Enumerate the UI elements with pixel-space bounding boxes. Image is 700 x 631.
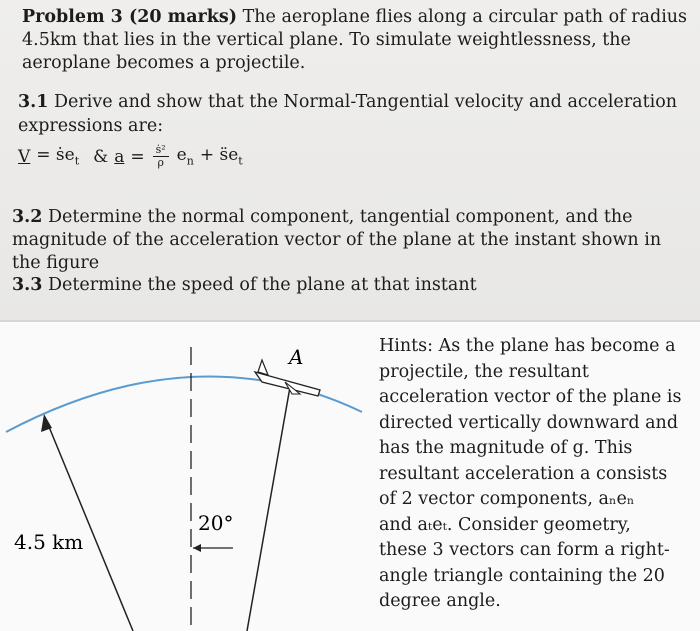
problem-intro-text: The aeroplane flies along a circular path of radius xyxy=(237,7,688,27)
q33-line1 xyxy=(12,274,477,296)
hint-line: acceleration vector of the plane is xyxy=(379,387,682,407)
problem-heading: Problem 3 (20 marks) xyxy=(22,7,238,27)
circular-path-figure xyxy=(0,322,380,631)
eq-v-symbol: V xyxy=(18,146,31,167)
point-a-label: A xyxy=(289,345,304,369)
problem-intro-line1 xyxy=(22,6,687,28)
eq-v-rhs-text: = ṡe xyxy=(36,145,75,166)
eq-fraction-denominator: ρ xyxy=(157,156,164,169)
q31-text: Derive and show that the Normal-Tangential velocity and acceleration xyxy=(48,92,678,112)
hint-line: resultant acceleration a consists xyxy=(379,463,668,484)
eq-et-subscript: t xyxy=(238,154,243,168)
circular-path-arc xyxy=(6,376,362,432)
eq-fraction-numerator: ṡ² xyxy=(155,143,166,156)
eq-a-symbol: a xyxy=(114,146,125,167)
aeroplane-icon xyxy=(255,360,320,396)
hint-line: of 2 vector components, aₙeₙ xyxy=(379,489,635,509)
hints-block xyxy=(379,334,689,615)
q31-line2: expressions are: xyxy=(18,116,164,136)
q32-text: Determine the normal component, tangential component, and the xyxy=(42,207,633,227)
radius-line-to-plane xyxy=(247,387,290,631)
q33-number: 3.3 xyxy=(12,275,43,295)
hint-line: and aₜeₜ. Consider geometry, xyxy=(379,514,631,535)
problem-intro-line3: aeroplane becomes a projectile. xyxy=(22,53,306,73)
velocity-acceleration-equation xyxy=(18,144,243,169)
hint-line: degree angle. xyxy=(379,591,501,611)
q31-line1 xyxy=(18,91,677,113)
hint-line: angle triangle containing the 20 xyxy=(379,565,665,586)
eq-en xyxy=(177,145,194,167)
eq-en-subscript: n xyxy=(186,154,194,168)
hint-line: projectile, the resultant xyxy=(379,361,589,382)
hint-line: directed vertically downward and xyxy=(379,412,679,433)
q31-number: 3.1 xyxy=(18,92,49,112)
hint-line: has the magnitude of g. This xyxy=(379,438,633,458)
q32-line3: the figure xyxy=(12,253,100,273)
eq-v-subscript: t xyxy=(74,154,80,168)
hint-line: these 3 vectors can form a right- xyxy=(379,540,670,560)
hint-line: Hints: As the plane has become a xyxy=(379,336,676,356)
radius-label: 4.5 km xyxy=(14,530,84,554)
q33-text: Determine the speed of the plane at that instant xyxy=(42,275,477,295)
eq-v-rhs xyxy=(36,145,79,167)
eq-plus-text: + s̈e xyxy=(199,145,239,166)
eq-en-text: e xyxy=(176,145,187,166)
eq-ampersand: & xyxy=(93,146,109,167)
eq-equals: = xyxy=(130,146,145,167)
problem-intro-line2: 4.5km that lies in the vertical plane. To simulate weightlessness, the xyxy=(22,30,631,50)
radius-line-left xyxy=(47,422,133,631)
q32-line2: magnitude of the acceleration vector of the plane at the instant shown in xyxy=(12,230,662,250)
angle-label: 20° xyxy=(198,511,234,535)
eq-fraction xyxy=(153,144,169,169)
q32-line1 xyxy=(12,206,633,228)
angle-arrowhead-icon xyxy=(193,544,201,552)
eq-plus-term xyxy=(200,145,243,167)
q32-number: 3.2 xyxy=(12,207,43,227)
